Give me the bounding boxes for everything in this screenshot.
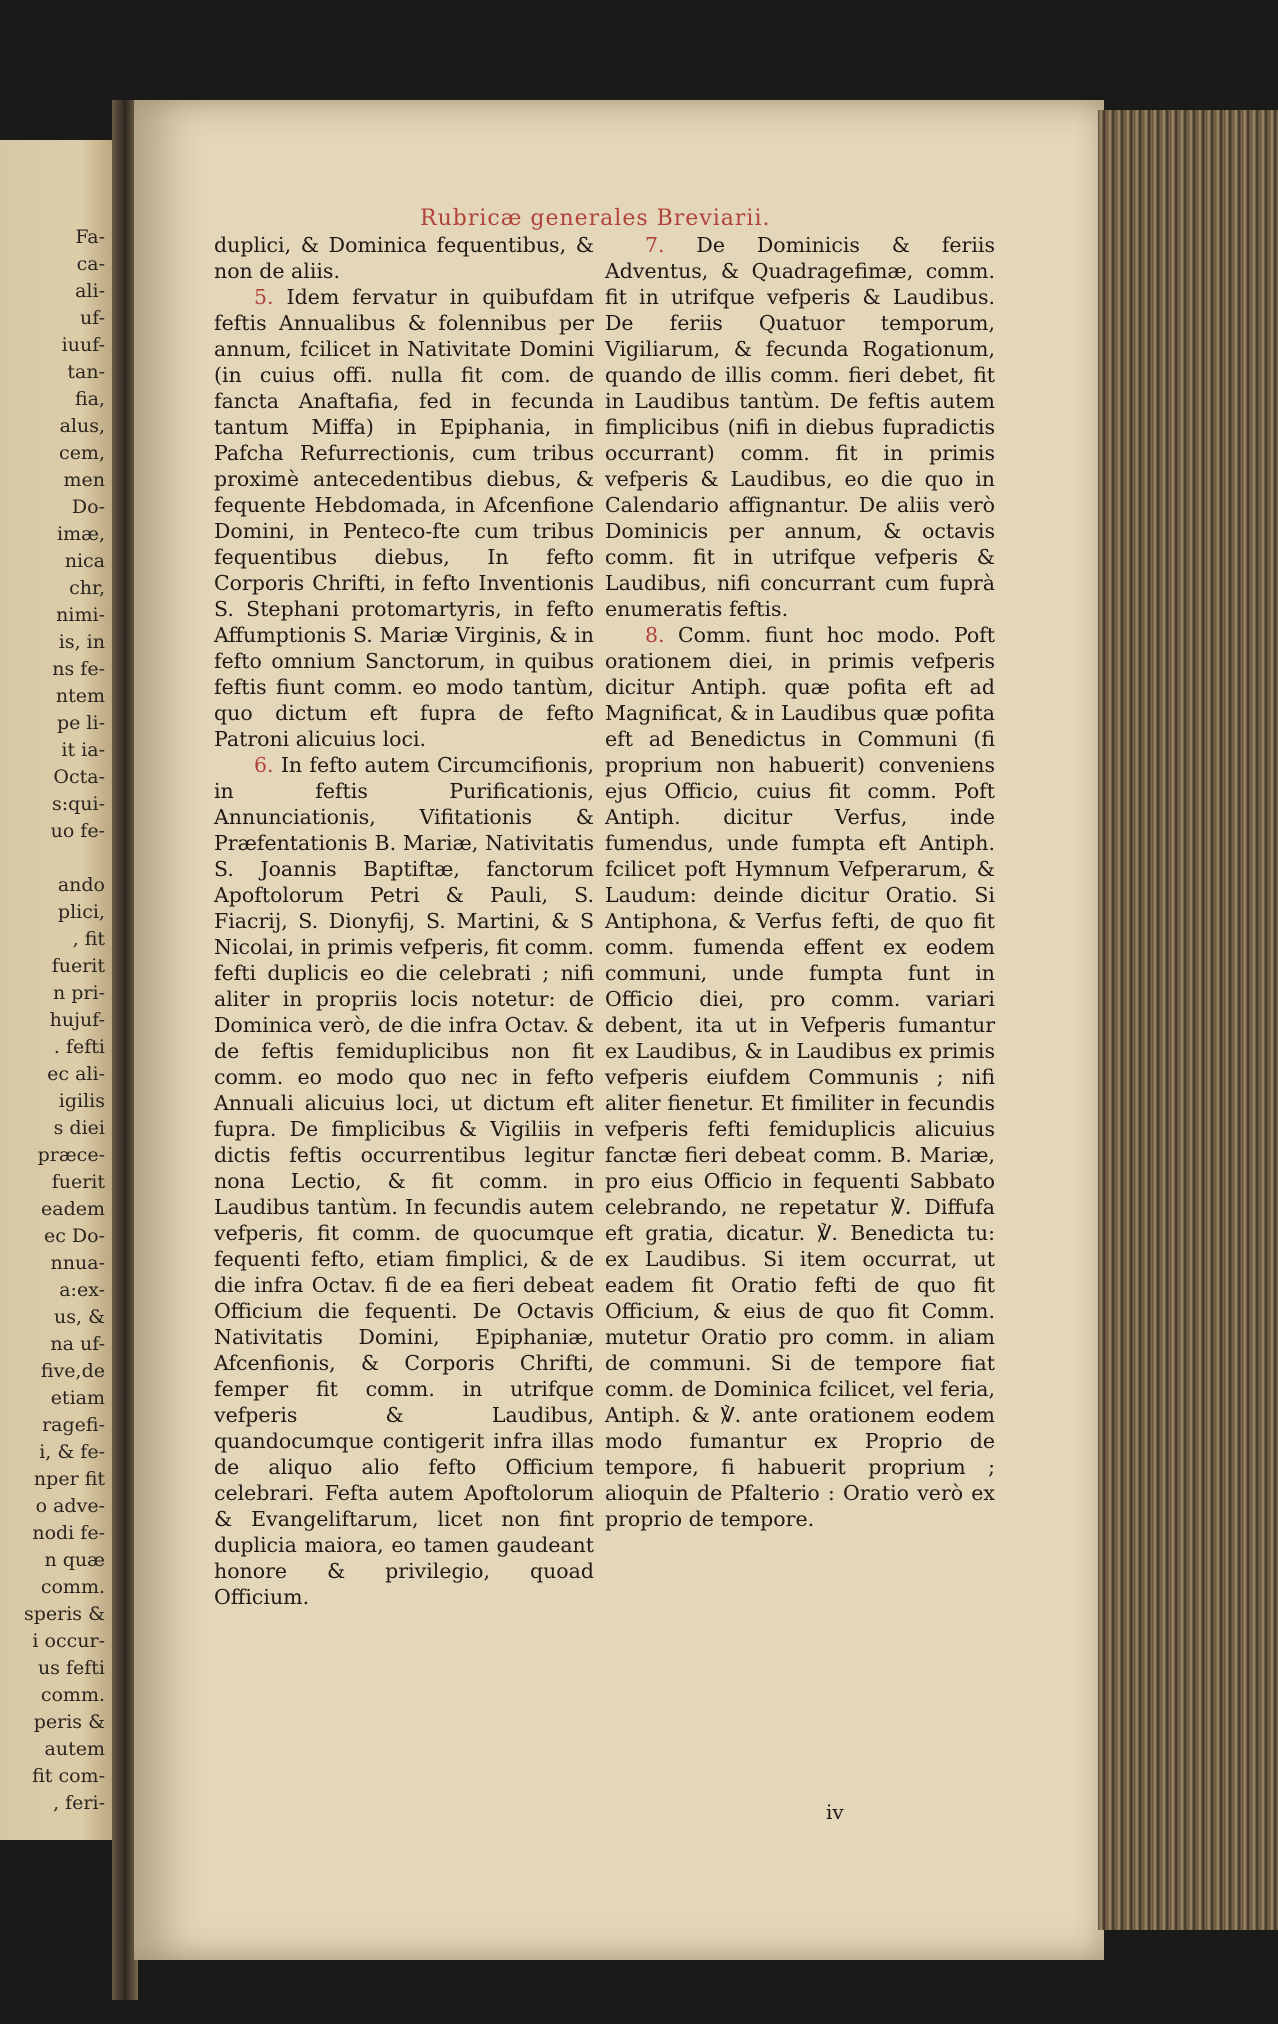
paragraph <box>214 232 594 284</box>
left-page-fragment: nica <box>64 550 105 572</box>
paragraph-text: Idem fervatur in quibufdam feftis Annualibus & folennibus per annum, fcilicet in Nativitate Domini (in cuius offi. nulla fit com. de fancta Anaftafia, fed in fecunda tantum Miffa) in Epiphania, in Pafcha Refurrectionis, cum tribus proximè antecedentibus diebus, & fequente Hebdomada, in Afcenfione Domini, in Penteco-fte cum tribus fequentibus diebus, In fefto Corporis Chrifti, in fefto Inventionis S. Stephani protomartyris, in fefto Affumptionis S. Mariæ Virginis, & in fefto omnium Sanctorum, in quibus feftis fiunt comm. eo modo tantùm, quo dictum eft fupra de fefto Patroni alicuius loci. <box>214 285 594 751</box>
left-page-fragment: o adve- <box>35 1495 105 1517</box>
paragraph-number: 5. <box>254 285 274 309</box>
left-page-fragment: præce- <box>37 1144 105 1166</box>
left-page-fragment: men <box>63 469 105 491</box>
left-page-fragment: peris & <box>33 1711 105 1733</box>
left-page-fragment: , feri- <box>53 1792 105 1814</box>
signature-mark: iv <box>826 1800 844 1824</box>
left-page-fragment: us fefti <box>37 1657 105 1679</box>
left-page-fragment: fuerit <box>51 955 105 977</box>
left-page-fragment: chr, <box>69 577 105 599</box>
paragraph <box>214 284 594 752</box>
paragraph <box>605 622 995 1532</box>
left-page-fragment: igilis <box>58 1090 105 1112</box>
left-page-fragment: n quæ <box>44 1549 105 1571</box>
left-column <box>214 232 594 1610</box>
left-page-fragment: comm. <box>40 1684 105 1706</box>
left-page-fragment: ns fe- <box>52 658 105 680</box>
left-page-fragment: fia, <box>74 388 105 410</box>
paragraph-number: 8. <box>645 623 665 647</box>
paragraph <box>214 752 594 1610</box>
left-page-fragment: nnua- <box>50 1252 105 1274</box>
left-page-fragment: comm. <box>40 1576 105 1598</box>
left-page-fragment: plici, <box>57 901 105 923</box>
left-page-fragment: hujuf- <box>49 1009 105 1031</box>
left-page-fragment: Fa- <box>75 226 105 248</box>
page-edges <box>1098 110 1278 1930</box>
left-page-fragment: ali- <box>75 280 105 302</box>
left-page-fragment: fuerit <box>51 1171 105 1193</box>
left-page-fragment: etiam <box>50 1387 105 1409</box>
left-page-fragment: cem, <box>59 442 105 464</box>
left-page-fragment: alus, <box>59 415 105 437</box>
left-page-fragment: eadem <box>41 1198 105 1220</box>
left-page-fragment: Octa- <box>53 766 105 788</box>
left-page-fragment: ntem <box>55 685 105 707</box>
left-page-fragment: ragefi- <box>42 1414 105 1436</box>
right-column <box>605 232 995 1532</box>
left-page-fragment: a:ex- <box>59 1279 105 1301</box>
left-page-fragment: i, & fe- <box>39 1441 105 1463</box>
left-page-fragment: five,de <box>40 1360 105 1382</box>
paragraph-number: 7. <box>645 233 665 257</box>
left-page-fragment: it ia- <box>61 739 105 761</box>
paragraph-text: De Dominicis & feriis Adventus, & Quadragefimæ, comm. fit in utrifque vefperis & Laudibus. De feriis Quatuor temporum, Vigiliarum, & fecunda Rogationum, quando de illis comm. fieri debet, fit in Laudibus tantùm. De feftis autem fimplicibus (nifi in diebus fupradictis occurrant) comm. fit in primis vefperis & Laudibus, eo die quo in Calendario affignantur. De aliis verò Dominicis per annum, & octavis comm. fit in utrifque vefperis & Laudibus, nifi concurrant cum fuprà enumeratis feftis. <box>605 233 995 621</box>
left-page-fragment: nper fit <box>33 1468 105 1490</box>
left-page-fragment: imæ, <box>57 523 105 545</box>
left-page-fragment: n pri- <box>52 982 105 1004</box>
left-page-fragment: . fefti <box>53 1036 105 1058</box>
left-page-fragment: ca- <box>76 253 105 275</box>
left-page-fragment: s:qui- <box>51 793 105 815</box>
left-page-fragment: i occur- <box>32 1630 105 1652</box>
left-page-fragment: is, in <box>58 631 105 653</box>
left-page-fragment: s diei <box>53 1117 105 1139</box>
left-page-fragment: nimi- <box>56 604 105 626</box>
paragraph <box>605 232 995 622</box>
left-page-fragment: us, & <box>54 1306 105 1328</box>
left-page-fragment: pe li- <box>56 712 105 734</box>
adjacent-left-page <box>0 140 115 1840</box>
paragraph-number: 6. <box>254 753 274 777</box>
left-page-fragment: speris & <box>23 1603 105 1625</box>
paragraph-text: In fefto autem Circumcifionis, in feftis Purificationis, Annunciationis, Vifitationis & Præfentationis B. Mariæ, Nativitatis S. Joannis Baptiftæ, fanctorum Apoftolorum Petri & Pauli, S. Fiacrij, S. Dionyfij, S. Martini, & S Nicolai, in primis vefperis, fit comm. fefti duplicis eo die celebrati ; nifi aliter in propriis locis notetur: de Dominica verò, de die infra Octav. & de feftis femiduplicibus non fit comm. eo modo quo nec in fefto Annuali alicuius loci, ut dictum eft fupra. De fimplicibus & Vigiliis in dictis feftis occurrentibus legitur nona Lectio, & fit comm. in Laudibus tantùm. In fecundis autem vefperis, fit comm. de quocumque fequenti fefto, etiam fimplici, & de die infra Octav. fi de ea fieri debeat Officium die fequenti. De Octavis Nativitatis Domini, Epiphaniæ, Afcenfionis, & Corporis Chrifti, femper fit comm. in utrifque vefperis & Laudibus, quandocumque contigerit infra illas de aliquo alio fefto Officium celebrari. Fefta autem Apoftolorum & Evangeliftarum, licet non fint duplicia maiora, eo tamen gaudeant honore & privilegio, quoad Officium. <box>214 753 594 1609</box>
left-page-fragment: uo fe- <box>50 820 105 842</box>
paragraph-text: duplici, & Dominica fequentibus, & non de aliis. <box>214 233 594 283</box>
left-page-fragment: ando <box>57 874 105 896</box>
left-page-fragment: autem <box>44 1738 105 1760</box>
left-page-fragment: na uf- <box>50 1333 105 1355</box>
running-head: Rubricæ generales Breviarii. <box>420 206 771 231</box>
paragraph-text: Comm. fiunt hoc modo. Poft orationem diei, in primis vefperis dicitur Antiph. quæ pofita eft ad Magnificat, & in Laudibus quæ pofita eft ad Benedictus in Communi (fi proprium non habuerit) conveniens ejus Officio, cuius fit comm. Poft Antiph. dicitur Verfus, inde fumendus, unde fumpta eft Antiph. fcilicet poft Hymnum Vefperarum, & Laudum: deinde dicitur Oratio. Si Antiphona, & Verfus fefti, de quo fit comm. fumenda effent ex eodem communi, unde fumpta funt in Officio diei, pro comm. variari debent, ita ut in Vefperis fumantur ex Laudibus, & in Laudibus ex primis vefperis eiufdem Communis ; nifi aliter fienetur. Et fimiliter in fecundis vefperis fefti femiduplicis alicuius fanctæ fieri debeat comm. B. Mariæ, pro eius Officio in fequenti Sabbato celebrando, ne repetatur ℣. Diffufa eft gratia, dicatur. ℣. Benedicta tu: ex Laudibus. Si item occurrat, ut eadem fit Oratio fefti de quo fit Officium, & eius de quo fit Comm. mutetur Oratio pro comm. in aliam de communi. Si de tempore fiat comm. de Dominica fcilicet, vel feria, Antiph. & ℣. ante orationem eodem modo fumantur ex Proprio de tempore, fi habuerit proprium ; alioquin de Pfalterio : Oratio verò ex proprio de tempore. <box>605 623 995 1531</box>
left-page-fragment: iuuf- <box>61 334 105 356</box>
left-page-fragment: ec ali- <box>47 1063 105 1085</box>
left-page-fragment: uf- <box>79 307 105 329</box>
left-page-fragment: tan- <box>67 361 105 383</box>
left-page-fragment: fit com- <box>32 1765 105 1787</box>
left-page-fragment: , fit <box>72 928 105 950</box>
left-page-fragment: nodi fe- <box>32 1522 105 1544</box>
left-page-fragment: ec Do- <box>43 1225 105 1247</box>
left-page-fragment: Do- <box>71 496 105 518</box>
